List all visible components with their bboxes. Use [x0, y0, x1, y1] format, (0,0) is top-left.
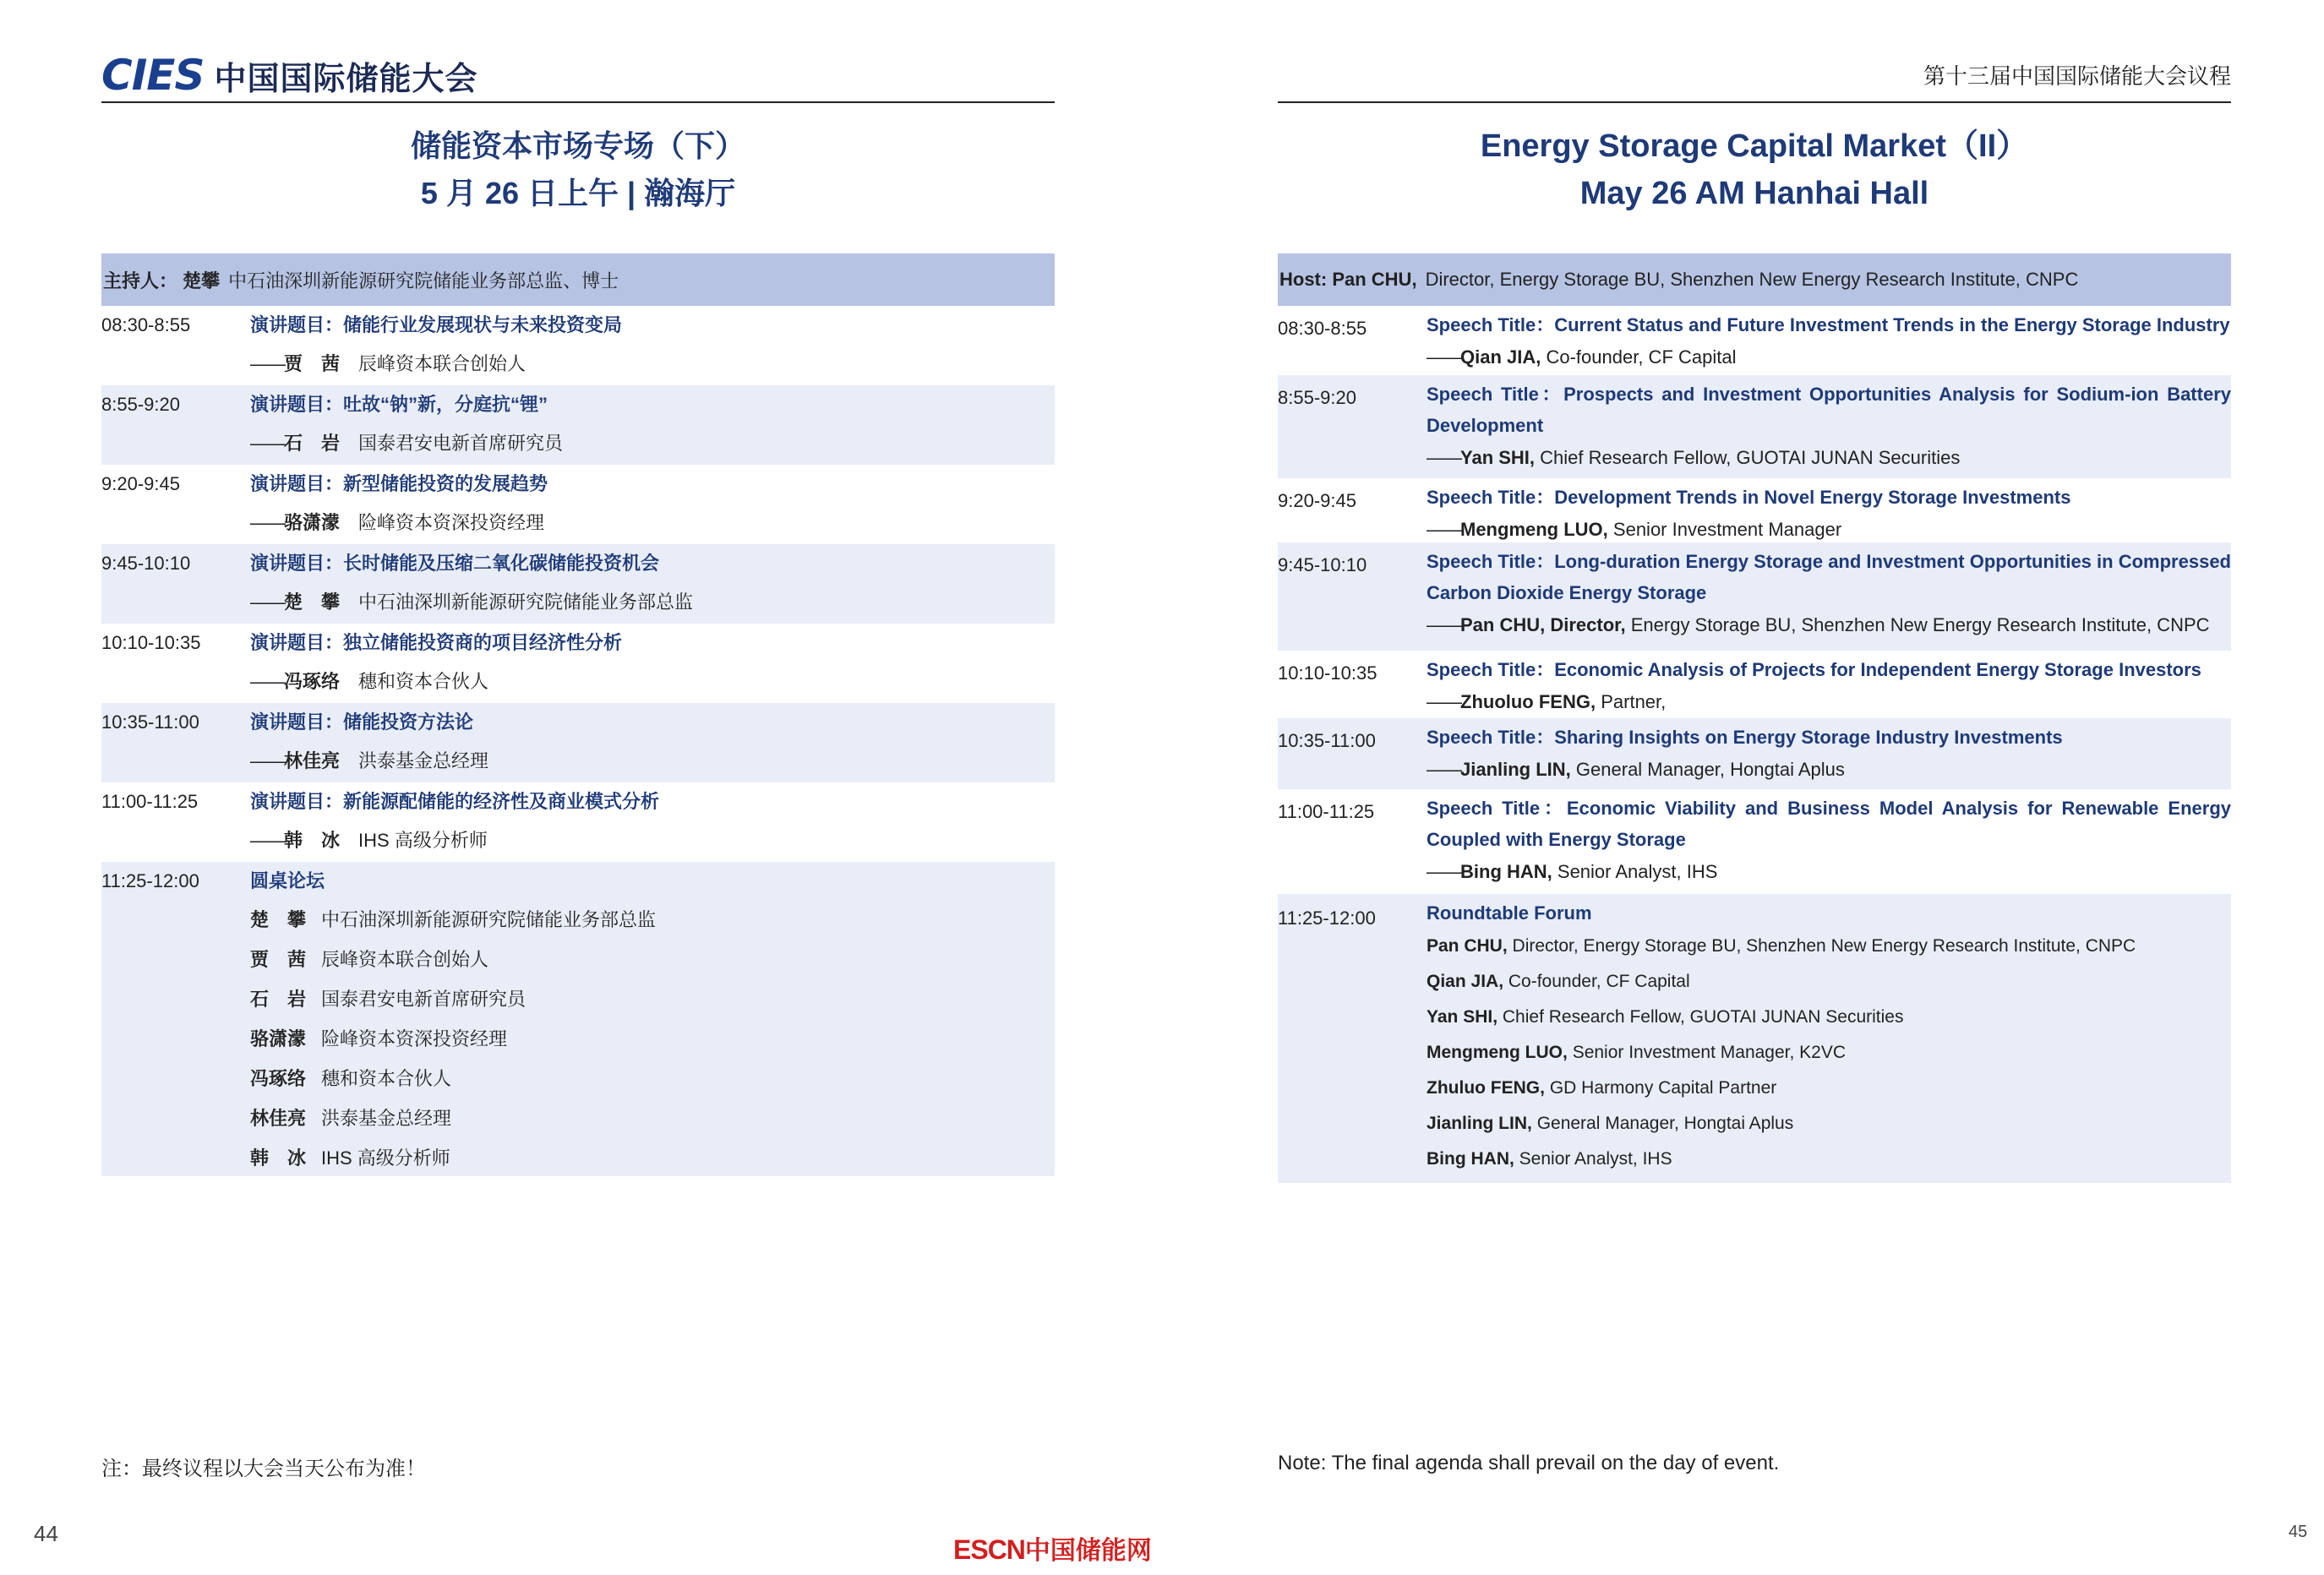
session-speaker: ——楚 攀 中石油深圳新能源研究院储能业务部总监 — [250, 591, 694, 613]
session-time: 11:25-12:00 — [1278, 907, 1376, 929]
panelist: Mengmeng LUO, Senior Investment Manager, K2VC — [1427, 1043, 1847, 1062]
session-speaker: ——韩 冰 IHS 高级分析师 — [250, 830, 488, 851]
panelist: 韩 冰 IHS 高级分析师 — [250, 1147, 450, 1169]
running-header: 第十三届中国国际储能大会议程 — [1923, 63, 2231, 89]
session-topic: 演讲题目：新型储能投资的发展趋势 — [250, 473, 548, 494]
session-time: 10:10-10:35 — [101, 632, 201, 653]
agenda-row — [101, 306, 1055, 385]
session-speaker: ——林佳亮 洪泰基金总经理 — [250, 750, 489, 771]
session-topic: Speech Title：Economic Viability and Business Model Analysis for Renewable Energy Coupled with Energy Storage — [1427, 798, 2231, 850]
header-rule — [101, 101, 1055, 103]
watermark-en: ESCN — [953, 1534, 1025, 1565]
session-time: 10:35-11:00 — [1278, 730, 1376, 751]
agenda-row — [1278, 375, 2231, 478]
session-speaker: ——骆潇濛 险峰资本资深投资经理 — [250, 512, 545, 533]
session-speaker: ——Mengmeng LUO, Senior Investment Manager — [1427, 519, 1842, 540]
header-rule — [1278, 101, 2231, 103]
session-topic: Speech Title：Economic Analysis of Projects for Independent Energy Storage Investors — [1427, 659, 2201, 680]
roundtable-row — [101, 862, 1055, 1176]
right-page — [1162, 0, 2324, 1575]
host-bar — [101, 253, 1055, 306]
session-time: 9:45-10:10 — [101, 553, 191, 574]
session-topic: Speech Title：Long-duration Energy Storage and Investment Opportunities in Compressed Carbon Dioxide Energy Storage — [1427, 551, 2231, 603]
session-time: 8:55-9:20 — [1278, 387, 1356, 408]
session-time: 08:30-8:55 — [1278, 318, 1367, 339]
session-speaker: ——Jianling LIN, General Manager, Hongtai Aplus — [1427, 759, 1845, 780]
session-speaker: ——Pan CHU, Director, Energy Storage BU, Shenzhen New Energy Research Institute, CNPC — [1427, 614, 2210, 635]
session-time: 9:20-9:45 — [1278, 490, 1356, 511]
session-topic: Speech Title：Sharing Insights on Energy Storage Industry Investments — [1427, 727, 2063, 748]
panelist-list — [250, 907, 656, 1185]
agenda-row — [101, 703, 1055, 782]
agenda-row — [1278, 542, 2231, 651]
agenda-row — [101, 782, 1055, 862]
host-bar — [1278, 253, 2231, 306]
title-line-1: 储能资本市场专场（下） — [410, 128, 745, 163]
session-topic: 演讲题目：独立储能投资商的项目经济性分析 — [250, 632, 623, 653]
title-line-2: May 26 AM Hanhai Hall — [1579, 176, 1929, 211]
agenda-row — [101, 385, 1055, 465]
agenda-row — [101, 624, 1055, 703]
panelist: Zhuluo FENG, GD Harmony Capital Partner — [1427, 1078, 1777, 1098]
session-time: 11:00-11:25 — [1278, 801, 1375, 822]
session-speaker: ——Bing HAN, Senior Analyst, IHS — [1427, 861, 1718, 882]
session-topic: Roundtable Forum — [1427, 902, 1592, 924]
session-speaker: ——贾 茜 辰峰资本联合创始人 — [250, 353, 526, 374]
panelist: 林佳亮 洪泰基金总经理 — [250, 1108, 452, 1129]
session-time: 9:45-10:10 — [1278, 554, 1367, 575]
session-speaker: ——Zhuoluo FENG, Partner, — [1427, 691, 1667, 712]
session-topic: 演讲题目：新能源配储能的经济性及商业模式分析 — [250, 791, 660, 812]
session-topic: Speech Title：Prospects and Investment Opportunities Analysis for Sodium-ion Battery Development — [1427, 384, 2231, 436]
session-topic: 演讲题目：储能行业发展现状与未来投资变局 — [250, 314, 623, 335]
session-time: 10:10-10:35 — [1278, 662, 1377, 684]
agenda-row — [1278, 718, 2231, 789]
panelist: Yan SHI, Chief Research Fellow, GUOTAI JUNAN Securities — [1427, 1007, 1904, 1027]
session-speaker: ——石 岩 国泰君安电新首席研究员 — [250, 433, 564, 454]
panelist: Pan CHU, Director, Energy Storage BU, Shenzhen New Energy Research Institute, CNPC — [1427, 936, 2136, 956]
session-time: 8:55-9:20 — [101, 394, 180, 415]
page-number: 45 — [2289, 1523, 2308, 1541]
session-time: 11:25-12:00 — [101, 870, 199, 891]
logo-text: 中国国际储能大会 — [214, 61, 478, 97]
agenda-row — [1278, 651, 2231, 718]
host-label: Host: Pan CHU, — [1279, 269, 1417, 290]
session-topic: 演讲题目：长时储能及压缩二氧化碳储能投资机会 — [250, 553, 660, 574]
agenda-row — [101, 465, 1055, 544]
session-topic: 圆桌论坛 — [250, 870, 325, 891]
panelist: 石 岩 国泰君安电新首席研究员 — [250, 989, 526, 1010]
footnote: 注：最终议程以大会当天公布为准！ — [101, 1458, 426, 1480]
title-line-1: Energy Storage Capital Market（II） — [1480, 128, 2029, 164]
panelist-list — [1427, 929, 2231, 1177]
session-topic: Speech Title：Current Status and Future Investment Trends in the Energy Storage Industry — [1427, 314, 2230, 335]
cies-logo — [101, 51, 477, 100]
footnote: Note: The final agenda shall prevail on the day of event. — [1278, 1452, 1780, 1474]
page-title — [1278, 123, 2231, 217]
session-speaker: ——Qian JIA, Co-founder, CF Capital — [1427, 346, 1737, 368]
agenda-table — [101, 306, 1055, 1176]
page-title — [101, 123, 1055, 217]
panelist: 冯琢络 穗和资本合伙人 — [250, 1068, 452, 1089]
roundtable-row — [1278, 894, 2231, 1183]
agenda-table — [1278, 306, 2231, 1183]
session-speaker: ——Yan SHI, Chief Research Fellow, GUOTAI JUNAN Securities — [1427, 447, 1961, 468]
session-topic: 演讲题目：储能投资方法论 — [250, 711, 474, 733]
host-desc: 中石油深圳新能源研究院储能业务部总监、博士 — [228, 270, 619, 292]
session-topic: Speech Title：Development Trends in Novel Energy Storage Investments — [1427, 487, 2071, 508]
session-time: 9:20-9:45 — [101, 473, 180, 494]
host-label: 主持人： 楚攀 — [103, 270, 221, 292]
session-time: 08:30-8:55 — [101, 314, 191, 335]
panelist: 楚 攀 中石油深圳新能源研究院储能业务部总监 — [250, 909, 657, 930]
panelist: Qian JIA, Co-founder, CF Capital — [1427, 972, 1690, 991]
agenda-row — [101, 544, 1055, 624]
session-topic: 演讲题目：吐故“钠”新，分庭抗“锂” — [250, 394, 548, 415]
panelist: 骆潇濛 险峰资本资深投资经理 — [250, 1028, 508, 1049]
agenda-row — [1278, 789, 2231, 894]
session-time: 11:00-11:25 — [101, 791, 199, 812]
session-time: 10:35-11:00 — [101, 711, 199, 733]
title-line-2: 5 月 26 日上午 | 瀚海厅 — [420, 176, 736, 210]
panelist: 贾 茜 辰峰资本联合创始人 — [250, 949, 489, 970]
page-number: 44 — [34, 1521, 58, 1546]
panelist: Jianling LIN, General Manager, Hongtai Aplus — [1427, 1114, 1794, 1133]
host-desc: Director, Energy Storage BU, Shenzhen New Energy Research Institute, CNPC — [1425, 269, 2079, 290]
panelist: Bing HAN, Senior Analyst, IHS — [1427, 1149, 1672, 1169]
watermark-cn: 中国储能网 — [1024, 1537, 1152, 1565]
escn-watermark — [953, 1529, 1152, 1567]
agenda-row — [1278, 306, 2231, 375]
logo-mark: CIES — [101, 51, 205, 100]
agenda-row — [1278, 478, 2231, 542]
session-speaker: ——冯琢络 穗和资本合伙人 — [250, 671, 489, 692]
